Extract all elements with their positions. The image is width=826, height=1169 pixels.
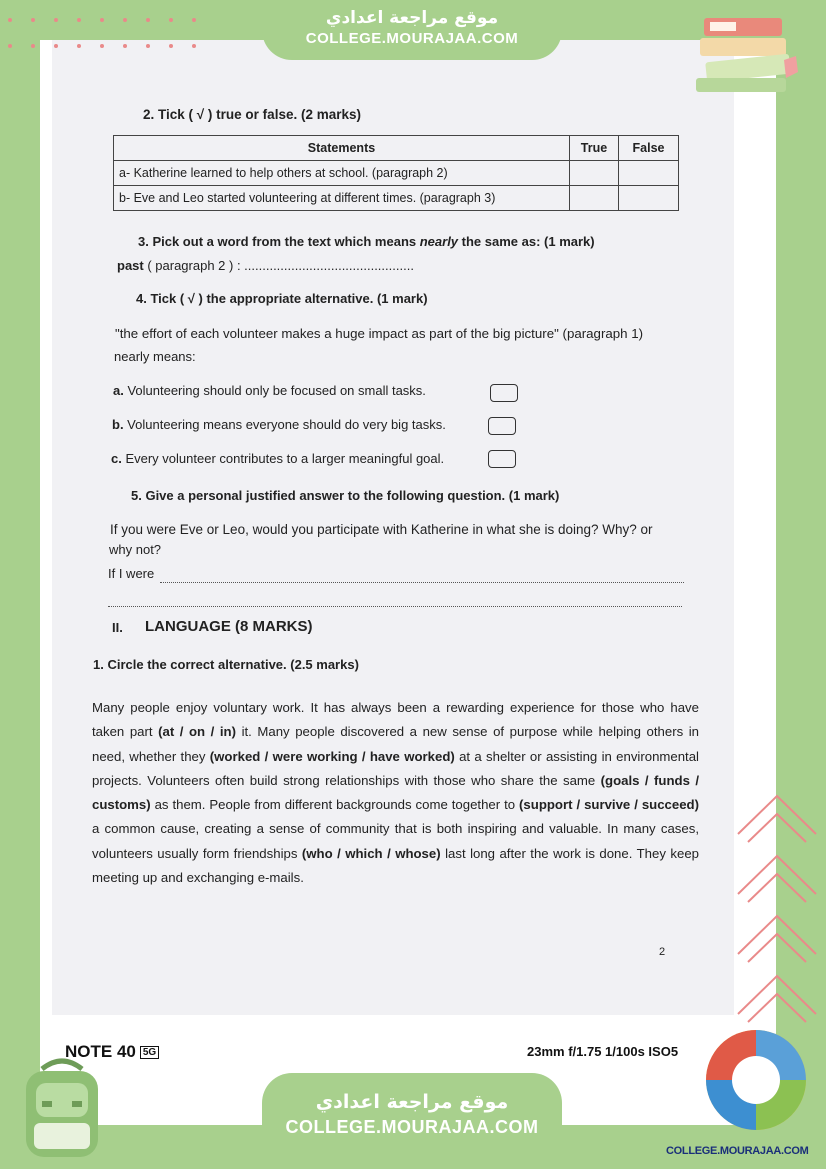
- cloze-paragraph: [92, 696, 699, 890]
- q3-title: [138, 234, 595, 249]
- q3-word: past: [117, 258, 144, 273]
- page-number: 2: [659, 946, 666, 958]
- dot: [123, 18, 127, 22]
- option-b: [112, 417, 446, 432]
- q3-line: [117, 258, 414, 273]
- header-arabic: موقع مراجعة اعدادي: [325, 8, 499, 28]
- paragraph-text: a common cause, creating a sense of community that is both inspiring and valuable. In many cases, volunteers usually form friendships: [92, 821, 699, 861]
- true-cell-a[interactable]: [570, 161, 619, 186]
- q2-title: 2. Tick ( √ ) true or false. (2 marks): [143, 107, 361, 122]
- dot: [31, 18, 35, 22]
- header-banner: [262, 0, 562, 60]
- statement-a: a- Katherine learned to help others at school. (paragraph 2): [114, 161, 570, 186]
- false-cell-b[interactable]: [619, 186, 679, 211]
- section-title: LANGUAGE (8 MARKS): [145, 618, 313, 635]
- language-q1-title: 1. Circle the correct alternative. (2.5 marks): [93, 657, 359, 672]
- backpack-icon: [12, 1055, 112, 1163]
- dot: [8, 44, 12, 48]
- dot: [169, 18, 173, 22]
- table-row: [114, 161, 679, 186]
- books-icon: [692, 12, 802, 98]
- paragraph-text: at a shelter or assisting in environmental projects. Volunteers often build strong relationships with those who share the same: [92, 748, 699, 788]
- dot: [192, 44, 196, 48]
- q3-title-emphasis: nearly: [419, 234, 459, 249]
- statement-b: b- Eve and Leo started volunteering at different times. (paragraph 3): [114, 186, 570, 211]
- dot: [54, 18, 58, 22]
- camera-info: 23mm f/1.75 1/100s ISO5: [527, 1044, 679, 1059]
- option-b-checkbox[interactable]: [488, 417, 516, 435]
- dot: [100, 44, 104, 48]
- false-cell-a[interactable]: [619, 161, 679, 186]
- true-cell-b[interactable]: [570, 186, 619, 211]
- q3-title-post: the same as: (1 mark): [458, 234, 595, 249]
- option-text: Volunteering means everyone should do very big tasks.: [123, 417, 446, 432]
- option-a-checkbox[interactable]: [490, 384, 518, 402]
- paragraph-text: Many people enjoy voluntary work. It has always been a rewarding experience for those who have taken part: [92, 700, 699, 740]
- dot: [77, 18, 81, 22]
- option-c: [111, 451, 444, 466]
- decorative-dots: [0, 18, 210, 58]
- answer-line-2[interactable]: [108, 606, 682, 607]
- phone-model-text: NOTE 40: [65, 1042, 136, 1061]
- option-letter: c.: [111, 451, 122, 466]
- option-text: Volunteering should only be focused on small tasks.: [123, 383, 426, 398]
- dot: [123, 44, 127, 48]
- q5-question-line1: If you were Eve or Leo, would you participate with Katherine in what she is doing? Why? or: [110, 522, 653, 537]
- dot: [146, 44, 150, 48]
- paragraph-text: last long after the work is done. They keep meeting up and exchanging e-mails.: [92, 845, 699, 886]
- table-row: [114, 186, 679, 211]
- header-site[interactable]: COLLEGE.MOURAJAA.COM: [305, 30, 519, 47]
- option-c-checkbox[interactable]: [488, 450, 516, 468]
- option-a: [113, 383, 426, 398]
- phone-5g-badge: 5G: [140, 1046, 159, 1059]
- dot: [192, 18, 196, 22]
- paragraph-text: as them. People from different backgrounds come together to: [150, 797, 520, 813]
- dot: [100, 18, 104, 22]
- q4-title: 4. Tick ( √ ) the appropriate alternative. (1 mark): [136, 291, 428, 306]
- choice-group[interactable]: (worked / were working / have worked): [209, 748, 455, 764]
- q5-title: 5. Give a personal justified answer to the following question. (1 mark): [131, 488, 560, 503]
- footer-banner: [262, 1073, 562, 1169]
- table-header-true: True: [570, 136, 619, 161]
- option-letter: b.: [112, 417, 124, 432]
- choice-group[interactable]: (who / which / whose): [301, 845, 441, 861]
- dot: [54, 44, 58, 48]
- paragraph-text: it. Many people discovered a new sense of purpose while helping others in need, whether they: [92, 724, 700, 764]
- answer-line-1[interactable]: [160, 582, 684, 583]
- footer-site[interactable]: COLLEGE.MOURAJAA.COM: [285, 1117, 539, 1137]
- choice-group[interactable]: (support / survive / succeed): [519, 797, 699, 813]
- q3-title-pre: 3. Pick out a word from the text which means: [138, 234, 420, 249]
- choice-group[interactable]: (at / on / in): [158, 724, 237, 740]
- logo-caption[interactable]: COLLEGE.MOURAJAA.COM: [666, 1145, 809, 1157]
- dot: [146, 18, 150, 22]
- dot: [8, 18, 12, 22]
- option-text: Every volunteer contributes to a larger meaningful goal.: [121, 451, 445, 466]
- dot: [31, 44, 35, 48]
- choice-group[interactable]: (goals / funds / customs): [92, 772, 699, 813]
- chevron-up-icon: [734, 790, 820, 1040]
- q4-quote: "the effort of each volunteer makes a huge impact as part of the big picture" (paragraph 1): [115, 326, 644, 341]
- footer-arabic: موقع مراجعة اعدادي: [315, 1091, 509, 1113]
- true-false-table: [113, 135, 679, 211]
- q4-means: nearly means:: [114, 349, 196, 364]
- q3-answer-line[interactable]: ( paragraph 2 ) : ...............................................: [143, 258, 414, 273]
- table-header-statements: Statements: [114, 136, 570, 161]
- dot: [77, 44, 81, 48]
- q5-question-line2: why not?: [109, 542, 162, 557]
- dot: [169, 44, 173, 48]
- option-letter: a.: [113, 383, 124, 398]
- q5-answer-start: If I were: [108, 566, 155, 581]
- section-roman: II.: [112, 620, 123, 635]
- school-wheel-logo: [694, 1022, 818, 1144]
- table-header-false: False: [619, 136, 679, 161]
